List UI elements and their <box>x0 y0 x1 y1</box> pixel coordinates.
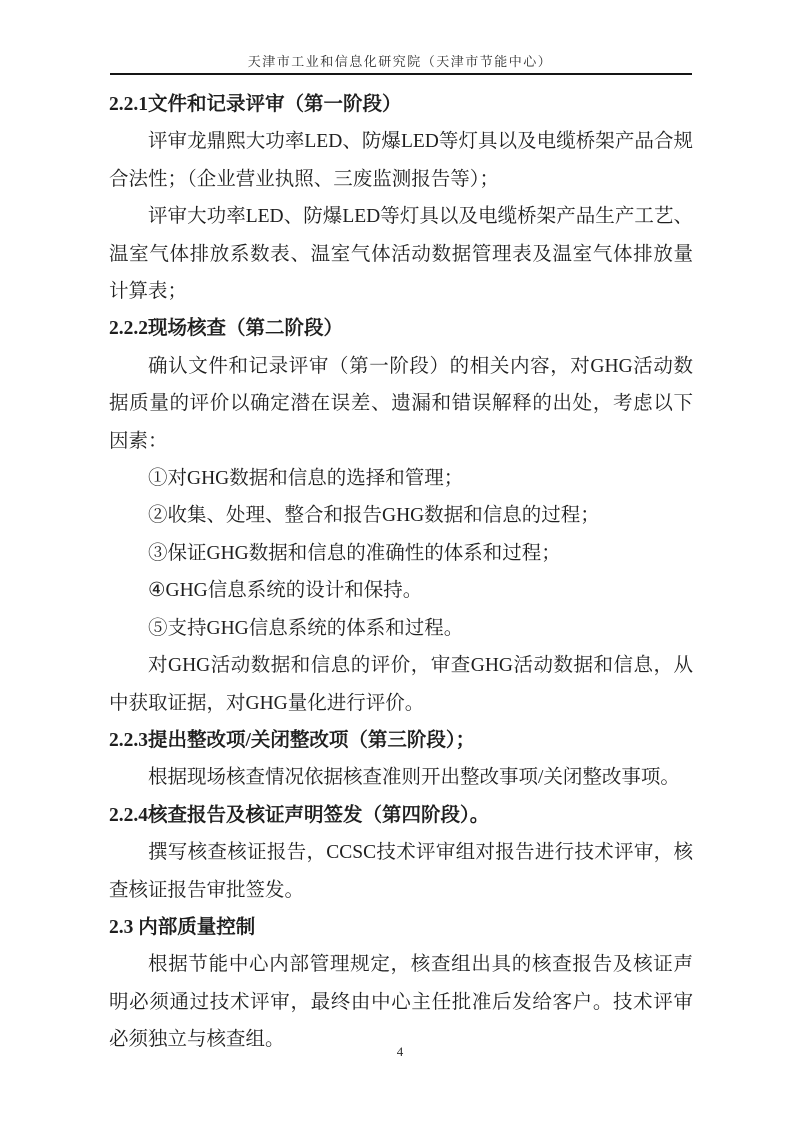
paragraph: 对GHG活动数据和信息的评价，审查GHG活动数据和信息，从中获取证据，对GHG量化进行评价。 <box>109 655 693 714</box>
page-number: 4 <box>396 1044 404 1059</box>
paragraph: 根据节能中心内部管理规定，核查组出具的核查报告及核证声明必须通过技术评审，最终由中心主任批准后发给客户。技术评审必须独立与核查组。 <box>109 954 693 1051</box>
list-item: ④GHG信息系统的设计和保持。 <box>148 580 423 602</box>
list-item: ②收集、处理、整合和报告GHG数据和信息的过程； <box>148 505 600 527</box>
document-body <box>109 86 693 1059</box>
paragraph: 评审龙鼎熙大功率LED、防爆LED等灯具以及电缆桥架产品合规合法性；（企业营业执照、三废监测报告等）； <box>109 131 693 190</box>
list-item: ③保证GHG数据和信息的准确性的体系和过程； <box>148 542 561 564</box>
header-divider <box>110 73 692 75</box>
section-heading: 2.2.4核查报告及核证声明签发（第四阶段）。 <box>109 804 490 826</box>
section-heading: 2.3 内部质量控制 <box>109 916 256 938</box>
section-heading: 2.2.2现场核查（第二阶段） <box>109 318 344 340</box>
paragraph: 撰写核查核证报告，CCSC技术评审组对报告进行技术评审，核查核证报告审批签发。 <box>109 842 693 901</box>
paragraph: 根据现场核查情况依据核查准则开出整改事项/关闭整改事项。 <box>148 767 680 789</box>
section-heading: 2.2.1文件和记录评审（第一阶段） <box>109 94 402 115</box>
paragraph: 评审大功率LED、防爆LED等灯具以及电缆桥架产品生产工艺、温室气体排放系数表、温室气体活动数据管理表及温室气体排放量计算表； <box>109 206 693 303</box>
list-item: ①对GHG数据和信息的选择和管理； <box>148 468 464 490</box>
list-item: ⑤支持GHG信息系统的体系和过程。 <box>148 617 464 639</box>
section-heading: 2.2.3提出整改项/关闭整改项（第三阶段）； <box>109 729 476 751</box>
page-header: 天津市工业和信息化研究院（天津市节能中心） <box>247 54 553 69</box>
paragraph: 确认文件和记录评审（第一阶段）的相关内容，对GHG活动数据质量的评价以确定潜在误差、遗漏和错误解释的出处，考虑以下因素： <box>109 355 693 452</box>
